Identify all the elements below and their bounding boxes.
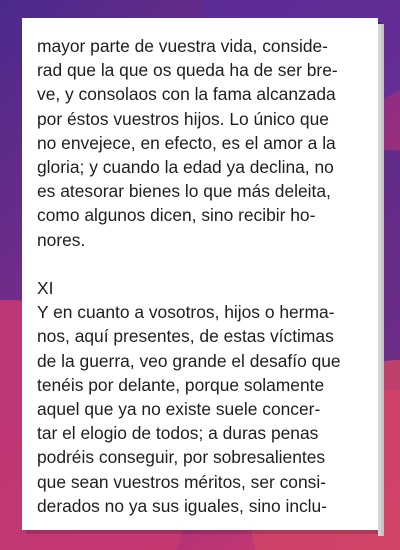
paragraph-1: mayor parte de vuestra vida, conside- rad que la que os queda ha de ser bre- ve, y consolaos con la fama alcanzada por éstos vuestros hijos. Lo único que no envejece, en efecto, es el amor a la gloria; y cuando la edad ya declina, no es atesorar bienes lo que más deleita, como algunos dicen, sino recibir ho- nores. bbox=[37, 36, 338, 250]
paragraph-spacer bbox=[37, 252, 363, 276]
section-heading: XI bbox=[37, 278, 54, 299]
paragraph-2: Y en cuanto a vosotros, hijos o herma- nos, aquí presentes, de estas víctimas de la guerra, veo grande el desafío que tenéis por delante, porque solamente aquel que ya no existe suele concer- tar el elogio de todos; a duras penas podréis conseguir, por sobresalientes que sean vuestros méritos, ser consi- derados no ya sus iguales, sino inclu- bbox=[37, 302, 341, 516]
document-page bbox=[22, 18, 378, 530]
